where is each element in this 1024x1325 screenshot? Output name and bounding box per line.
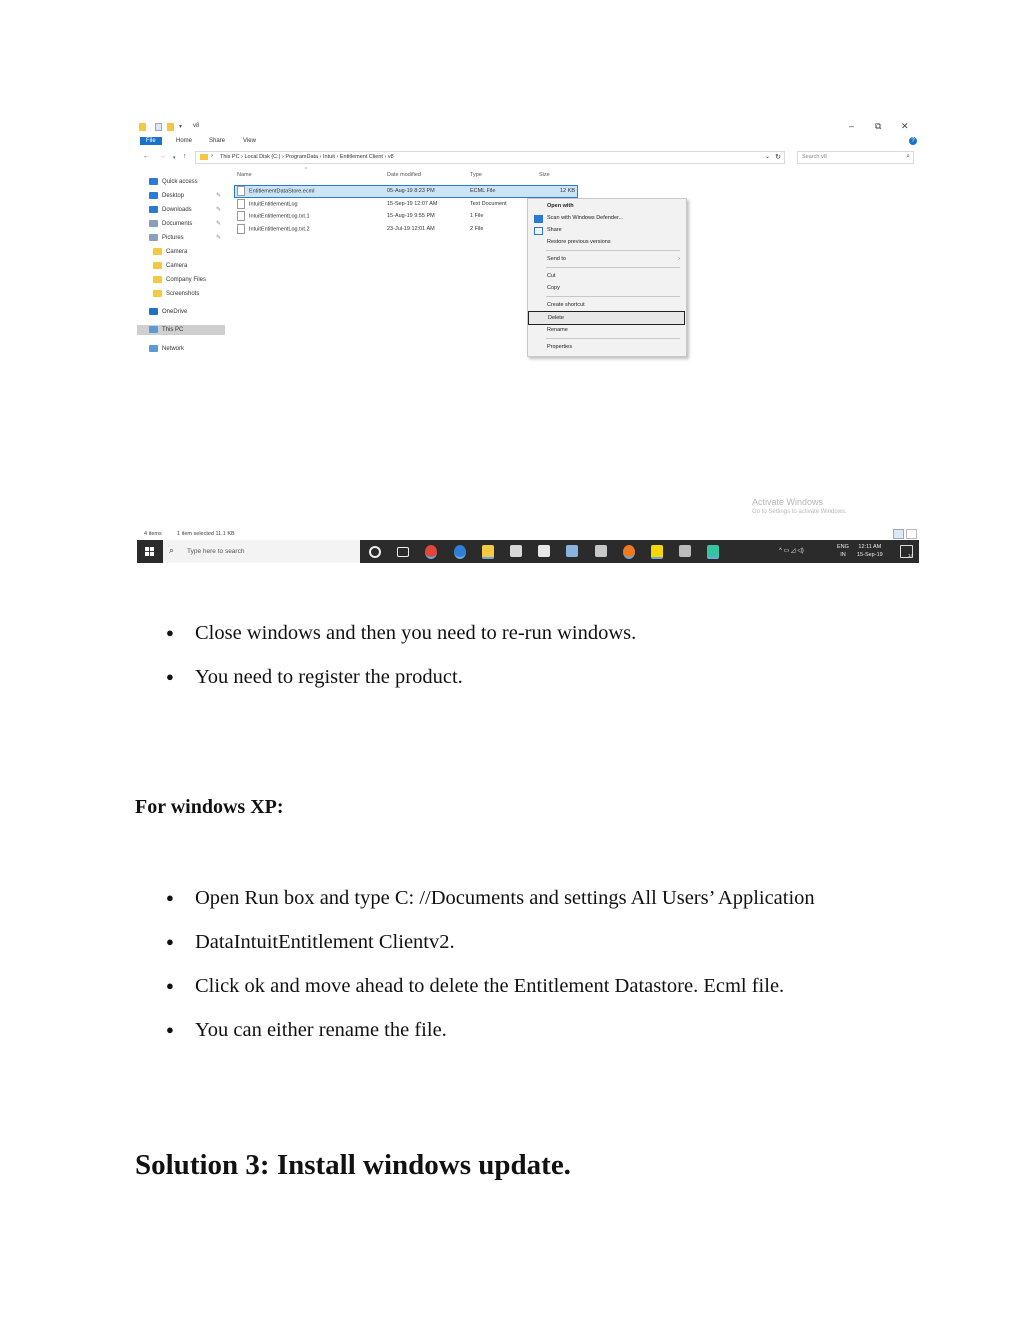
menu-item-copy[interactable] (528, 282, 686, 294)
document-icon (237, 224, 245, 234)
menu-item-label: Restore previous versions (547, 239, 611, 245)
sidebar-item-camera[interactable] (153, 247, 229, 257)
share-icon (534, 227, 543, 235)
sidebar-item-camera[interactable] (153, 261, 229, 271)
taskbar-search-placeholder: Type here to search (187, 548, 245, 555)
folder-icon (153, 262, 162, 269)
sidebar-item-pictures[interactable] (149, 233, 225, 243)
properties-icon (155, 123, 162, 131)
menu-item-label: Properties (547, 344, 573, 350)
start-button[interactable] (137, 540, 161, 563)
search-icon: ⌕ (169, 545, 175, 555)
bullet-icon: ● (166, 669, 174, 684)
menu-item-label: Share (547, 227, 562, 233)
recent-dropdown-icon[interactable]: ▾ (173, 155, 176, 161)
address-bar[interactable] (195, 151, 785, 164)
menu-item-label: Delete (548, 315, 564, 321)
window-title: v8 (193, 123, 200, 129)
chrome-icon[interactable] (425, 545, 437, 559)
menu-separator (546, 250, 680, 251)
taskbar (137, 540, 919, 563)
selection-info: 1 item selected 11.1 KB (177, 531, 235, 537)
sidebar-item-documents[interactable] (149, 219, 225, 229)
pictures-icon (149, 234, 158, 241)
search-icon: ⌕ (906, 153, 910, 160)
ribbon-tabs (137, 136, 919, 146)
column-header-name[interactable]: Name (237, 172, 252, 178)
menu-item-rename[interactable] (528, 324, 686, 336)
breadcrumb-segment[interactable]: This PC (220, 154, 240, 160)
notification-count: 14 (907, 553, 913, 558)
sidebar-item-desktop[interactable] (149, 191, 225, 201)
new-folder-icon (167, 123, 174, 131)
dropdown-icon: ▾ (179, 124, 183, 130)
breadcrumb-segment[interactable]: Intuit (323, 154, 335, 160)
menu-item-label: Open with (547, 203, 574, 209)
chevron-right-icon: › (678, 256, 680, 262)
file-name-cell (237, 224, 310, 235)
sidebar-item-network[interactable] (149, 344, 225, 354)
menu-separator (546, 267, 680, 268)
language-code: ENG (837, 544, 849, 550)
region-code: IN (840, 552, 846, 558)
sidebar-item-quick-access[interactable] (149, 177, 225, 187)
menu-item-label: Send to (547, 256, 566, 262)
search-input[interactable] (797, 151, 914, 164)
system-tray-icons[interactable]: ^ ▭ ◿ ◁) (779, 548, 804, 554)
file-row[interactable] (235, 199, 577, 210)
file-name-cell (237, 211, 310, 222)
network-icon (149, 345, 158, 352)
menu-item-create-shortcut[interactable] (528, 299, 686, 311)
bullet-icon: ● (166, 934, 174, 949)
document-icon (237, 186, 245, 196)
menu-item-open-with[interactable] (528, 200, 686, 212)
tab-share[interactable]: Share (209, 138, 226, 144)
sort-up-icon: ^ (305, 167, 308, 173)
file-name-cell (237, 186, 314, 197)
sidebar-item-label: Camera (166, 263, 188, 269)
document-icon (237, 211, 245, 221)
navigation-pane (137, 177, 225, 427)
menu-item-label: Rename (547, 327, 568, 333)
file-date: 23-Jul-19 12:01 AM (387, 225, 435, 232)
breadcrumb-segment[interactable]: Local Disk (C:) (244, 154, 281, 160)
menu-item-restore-previous-versions[interactable] (528, 236, 686, 248)
tab-view[interactable]: View (243, 138, 256, 144)
list-item-text: Click ok and move ahead to delete the Entitlement Datastore. Ecml file. (195, 975, 785, 997)
slack-icon[interactable] (707, 545, 719, 559)
sidebar-item-label: Screenshots (166, 291, 200, 297)
document-icon (237, 199, 245, 209)
menu-item-label: Scan with Windows Defender... (547, 215, 624, 221)
documents-icon (149, 220, 158, 227)
list-item-text: Open Run box and type C: //Documents and settings All Users’ Application (195, 887, 815, 909)
store-icon[interactable] (510, 545, 522, 557)
minimize-button[interactable]: – (849, 121, 855, 131)
sidebar-item-company-files[interactable] (153, 275, 229, 285)
sidebar-item-label: Company Files (166, 277, 207, 283)
folder-icon (153, 248, 162, 255)
clock-time: 12:11 AM (858, 544, 882, 550)
folder-icon (139, 123, 146, 131)
bullet-icon: ● (166, 625, 174, 640)
chevron-right-icon: › (382, 154, 388, 160)
chevron-right-icon: › (280, 154, 286, 160)
chevron-right-icon: › (211, 153, 213, 159)
column-header-type[interactable]: Type (470, 172, 482, 178)
app-icon[interactable] (679, 545, 691, 557)
activation-watermark (752, 497, 847, 515)
list-item-text: You can either rename the file. (195, 1019, 447, 1041)
file-type: 1 File (470, 213, 484, 219)
computer-icon (149, 326, 158, 333)
mail-icon[interactable] (538, 545, 550, 557)
menu-item-cut[interactable] (528, 270, 686, 282)
photos-icon[interactable] (566, 545, 578, 557)
sidebar-item-label: Camera (166, 249, 188, 255)
tab-home[interactable]: Home (176, 138, 193, 144)
download-icon (149, 206, 158, 213)
sidebar-item-label: OneDrive (162, 309, 188, 315)
file-name: IntuitEntitlementLog.txt.2 (249, 225, 310, 232)
calculator-icon[interactable] (595, 545, 607, 557)
folder-icon (200, 154, 208, 160)
sidebar-item-screenshots[interactable] (153, 289, 229, 299)
firefox-icon[interactable] (623, 545, 635, 559)
list-item-text: DataIntuitEntitlement Clientv2. (195, 931, 455, 953)
window-titlebar (137, 119, 919, 135)
large-icons-view-icon[interactable] (906, 529, 917, 539)
clock-date: 15-Sep-19 (857, 552, 883, 558)
file-row[interactable] (235, 211, 577, 222)
file-date: 05-Aug-19 8:23 PM (387, 188, 435, 194)
help-icon[interactable]: ? (909, 137, 917, 145)
file-explorer-icon[interactable] (482, 545, 494, 559)
menu-item-label: Create shortcut (547, 302, 585, 308)
item-count: 4 items (144, 531, 162, 537)
sidebar-item-label: Downloads (162, 207, 192, 213)
sidebar-item-label: Network (162, 346, 185, 352)
file-type: 2 File (470, 225, 484, 232)
menu-item-label: Cut (547, 273, 556, 279)
sticky-notes-icon[interactable] (651, 545, 663, 559)
column-header-size[interactable]: Size (539, 172, 550, 178)
chevron-right-icon: › (318, 154, 324, 160)
close-button[interactable]: ✕ (901, 121, 909, 131)
search-placeholder: Search v8 (802, 154, 827, 160)
sidebar-item-label: Desktop (162, 193, 185, 199)
cortana-icon[interactable] (369, 546, 381, 558)
bullet-icon: ● (166, 1022, 174, 1037)
menu-separator (546, 338, 680, 339)
tab-file[interactable]: File (140, 137, 162, 145)
status-bar (137, 529, 919, 539)
file-date: 15-Aug-19 9:55 PM (387, 213, 435, 219)
sidebar-item-label: Quick access (162, 179, 198, 185)
language-indicator[interactable] (837, 543, 849, 559)
file-name: IntuitEntitlementLog.txt.1 (249, 213, 310, 220)
pin-icon[interactable]: ✎ (215, 207, 221, 213)
bullet-icon: ● (166, 890, 174, 905)
file-name: IntuitEntitlementLog (249, 200, 298, 207)
address-bar-row (137, 150, 919, 164)
list-item-text: Close windows and then you need to re-run windows. (195, 622, 637, 644)
windows-logo-icon (145, 547, 154, 556)
breadcrumb-segment[interactable]: Entitlement Client (339, 154, 383, 160)
maximize-button[interactable]: ⧉ (875, 121, 882, 131)
sidebar-item-downloads[interactable] (149, 205, 225, 215)
subheading: For windows XP: (135, 796, 284, 818)
sidebar-item-label: This PC (162, 327, 184, 333)
file-type: Text Document (470, 200, 507, 207)
menu-separator (546, 296, 680, 297)
file-row[interactable] (235, 186, 577, 197)
forward-icon[interactable]: → (159, 153, 166, 160)
pin-icon[interactable]: ✎ (215, 193, 221, 199)
menu-item-send-to[interactable] (528, 253, 686, 265)
breadcrumb-segment[interactable]: v8 (387, 154, 394, 160)
menu-item-scan-with-windows-defender[interactable] (528, 212, 686, 224)
desktop-icon (149, 192, 158, 199)
watermark-subtitle: Go to Settings to activate Windows. (752, 509, 847, 515)
chevron-right-icon: › (334, 154, 340, 160)
refresh-icon[interactable]: ↻ (775, 154, 781, 161)
file-size: 12 KB (560, 188, 575, 194)
list-item-text: You need to register the product. (195, 666, 463, 688)
breadcrumb-segment[interactable]: ProgramData (285, 154, 319, 160)
folder-icon (153, 290, 162, 297)
file-explorer-screenshot (137, 119, 919, 563)
details-view-icon[interactable] (893, 529, 904, 539)
column-header-date[interactable]: Date modified (387, 172, 421, 178)
sidebar-item-label: Documents (162, 221, 193, 227)
folder-icon (153, 276, 162, 283)
file-name-cell (237, 199, 298, 210)
star-icon (149, 178, 158, 185)
menu-item-label: Copy (547, 285, 560, 291)
notifications-icon[interactable] (900, 545, 913, 558)
file-row[interactable] (235, 224, 577, 235)
sidebar-item-label: Pictures (162, 235, 184, 241)
pin-icon[interactable]: ✎ (215, 235, 221, 241)
defender-icon (534, 215, 543, 223)
edge-icon[interactable] (454, 545, 466, 559)
sidebar-item-this-pc[interactable] (137, 325, 225, 335)
pin-icon[interactable]: ✎ (215, 221, 221, 227)
file-date: 15-Sep-19 12:07 AM (387, 200, 438, 207)
sidebar-item-onedrive[interactable] (149, 307, 225, 317)
context-menu (527, 198, 687, 357)
chevron-down-icon[interactable]: ⌄ (764, 154, 770, 160)
taskbar-search[interactable] (163, 540, 360, 563)
chevron-right-icon: › (239, 154, 245, 160)
up-icon[interactable]: ↑ (183, 153, 187, 160)
watermark-title: Activate Windows (752, 497, 824, 507)
task-view-icon[interactable] (397, 547, 409, 557)
cloud-icon (149, 308, 158, 315)
back-icon[interactable]: ← (143, 153, 150, 160)
menu-item-properties[interactable] (528, 341, 686, 353)
menu-item-share[interactable] (528, 224, 686, 236)
bullet-icon: ● (166, 978, 174, 993)
file-name: EntitlementDataStore.ecml (249, 188, 315, 195)
file-type: ECML File (470, 188, 496, 194)
menu-item-delete[interactable] (529, 312, 684, 324)
breadcrumb (220, 154, 394, 160)
clock[interactable] (857, 543, 883, 559)
section-heading: Solution 3: Install windows update. (135, 1149, 571, 1181)
